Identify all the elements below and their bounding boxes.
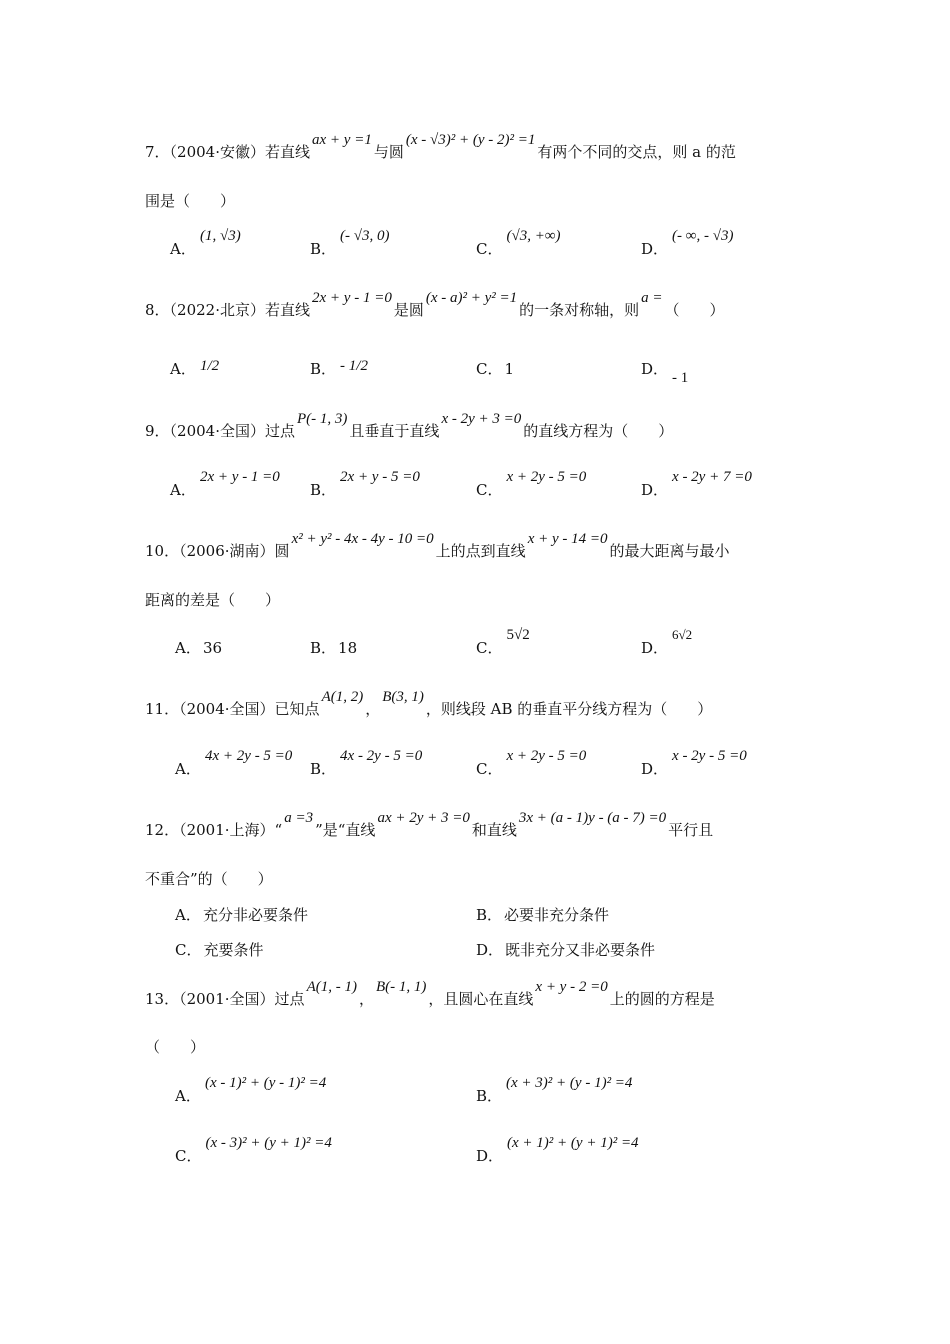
option-letter: D． xyxy=(641,240,669,258)
option-letter: A． xyxy=(175,760,201,778)
option-letter: A． xyxy=(175,906,201,924)
option-letter: A． xyxy=(175,639,201,657)
question-text: 且垂直于直线 xyxy=(349,422,440,440)
question-source: （2006·湖南） xyxy=(179,542,275,560)
question-source: （2004·全国） xyxy=(169,422,265,440)
formula: P(- 1, 3) xyxy=(297,411,348,427)
formula: 3x + (a - 1)y - (a - 7) =0 xyxy=(518,810,667,826)
option-letter: A． xyxy=(170,481,196,499)
option-letter: B． xyxy=(310,240,337,258)
question-text: ，且圆心在直线 xyxy=(428,990,534,1008)
option-letter: C． xyxy=(476,360,503,378)
option-letter: D． xyxy=(641,481,669,499)
question-number: 9． xyxy=(145,422,170,440)
question-text: ， xyxy=(358,990,374,1008)
question-13 xyxy=(145,979,815,1010)
option-c[interactable] xyxy=(476,228,561,261)
option-a[interactable] xyxy=(175,904,308,926)
option-value: (x - 3)² + (y + 1)² =4 xyxy=(205,1135,332,1151)
option-letter: B． xyxy=(310,639,337,657)
question-7 xyxy=(145,132,815,163)
question-source: （2001·全国） xyxy=(179,990,275,1008)
option-a[interactable] xyxy=(170,469,280,502)
question-8 xyxy=(145,290,815,321)
question-text: “ xyxy=(274,821,283,839)
option-letter: C． xyxy=(476,639,503,657)
option-letter: C． xyxy=(476,760,503,778)
formula: 2x + y - 1 =0 xyxy=(312,290,392,306)
question-text: 和直线 xyxy=(471,821,517,839)
option-value: 1 xyxy=(504,360,515,378)
option-b[interactable] xyxy=(310,748,423,781)
question-number: 12． xyxy=(145,821,180,839)
option-value: 5√2 xyxy=(506,627,530,643)
option-b[interactable] xyxy=(310,228,390,261)
option-value: - 1/2 xyxy=(340,358,368,374)
option-a[interactable] xyxy=(170,358,219,381)
question-11 xyxy=(145,689,815,720)
question-number: 7． xyxy=(145,143,170,161)
option-letter: B． xyxy=(310,760,337,778)
option-value: x - 2y + 7 =0 xyxy=(672,469,752,485)
question-text: ”是“直线 xyxy=(315,821,376,839)
option-c[interactable] xyxy=(476,469,587,502)
formula: x + y - 14 =0 xyxy=(527,531,608,547)
question-text: 的最大距离与最小 xyxy=(609,542,730,560)
option-value: 充分非必要条件 xyxy=(203,906,309,924)
question-text: 过点 xyxy=(265,422,296,440)
formula: (x - a)² + y² =1 xyxy=(425,290,518,306)
formula: a = xyxy=(641,290,663,306)
option-a[interactable] xyxy=(175,1075,327,1108)
option-value: (x - 1)² + (y - 1)² =4 xyxy=(205,1075,327,1091)
option-c[interactable] xyxy=(175,1135,332,1168)
question-text: （ ） xyxy=(664,301,725,319)
option-value: 18 xyxy=(338,639,358,657)
formula: ax + 2y + 3 =0 xyxy=(377,810,470,826)
formula: x² + y² - 4x - 4y - 10 =0 xyxy=(291,531,434,547)
option-c[interactable] xyxy=(476,358,514,380)
question-12 xyxy=(145,810,815,841)
question-text: ， xyxy=(365,700,381,718)
option-value: 2x + y - 5 =0 xyxy=(340,469,420,485)
option-d[interactable] xyxy=(641,748,747,781)
option-d[interactable] xyxy=(476,1135,639,1168)
question-continuation: 围是（ ） xyxy=(145,192,236,210)
option-a[interactable] xyxy=(175,748,293,781)
option-letter: C． xyxy=(175,941,202,959)
option-letter: D． xyxy=(476,1147,504,1165)
option-b[interactable] xyxy=(310,469,420,502)
option-letter: B． xyxy=(310,481,337,499)
question-text: 与圆 xyxy=(373,143,404,161)
question-10 xyxy=(145,531,815,562)
option-letter: C． xyxy=(476,481,503,499)
option-value: x - 2y - 5 =0 xyxy=(672,748,747,764)
question-number: 11． xyxy=(145,700,180,718)
option-c[interactable] xyxy=(476,627,530,660)
option-value: 必要非充分条件 xyxy=(504,906,610,924)
option-value: (- √3, 0) xyxy=(340,228,390,244)
option-d[interactable] xyxy=(641,627,693,660)
question-text: 过点 xyxy=(274,990,305,1008)
option-b[interactable] xyxy=(476,1075,633,1108)
option-value: x + 2y - 5 =0 xyxy=(506,748,587,764)
option-a[interactable] xyxy=(170,228,241,261)
option-d[interactable] xyxy=(641,228,734,261)
question-text: 已知点 xyxy=(274,700,320,718)
question-source: （2022·北京） xyxy=(169,301,265,319)
option-value: 2x + y - 1 =0 xyxy=(200,469,280,485)
question-text: 是圆 xyxy=(393,301,424,319)
question-source: （2004·全国） xyxy=(179,700,275,718)
question-text: 的直线方程为（ ） xyxy=(523,422,674,440)
option-value: x + 2y - 5 =0 xyxy=(506,469,587,485)
question-text: 上的点到直线 xyxy=(435,542,526,560)
option-value: (- ∞, - √3) xyxy=(672,228,734,244)
option-letter: B． xyxy=(310,360,337,378)
option-value: (x + 3)² + (y - 1)² =4 xyxy=(506,1075,633,1091)
option-value: 既非充分又非必要条件 xyxy=(505,941,656,959)
option-value: (x + 1)² + (y + 1)² =4 xyxy=(507,1135,639,1151)
question-source: （2001·上海） xyxy=(179,821,275,839)
option-letter: A． xyxy=(170,240,196,258)
option-b[interactable] xyxy=(476,904,609,926)
option-d[interactable] xyxy=(641,358,689,386)
option-letter: D． xyxy=(476,941,504,959)
formula: x - 2y + 3 =0 xyxy=(441,411,522,427)
question-text: 若直线 xyxy=(265,301,311,319)
option-letter: C． xyxy=(175,1147,202,1165)
option-c[interactable] xyxy=(175,939,264,961)
question-continuation: 距离的差是（ ） xyxy=(145,591,281,609)
option-letter: B． xyxy=(476,906,503,924)
formula: (x - √3)² + (y - 2)² =1 xyxy=(405,132,536,148)
question-continuation: 不重合”的（ ） xyxy=(145,870,273,888)
option-value: 充要条件 xyxy=(203,941,264,959)
option-letter: A． xyxy=(170,360,196,378)
option-a[interactable] xyxy=(175,637,222,659)
formula: A(1, 2) xyxy=(321,689,364,705)
option-letter: D． xyxy=(641,760,669,778)
formula: A(1, - 1) xyxy=(306,979,357,995)
option-value: (1, √3) xyxy=(200,228,241,244)
option-value: 1/2 xyxy=(200,358,220,374)
option-value: - 1 xyxy=(672,370,689,386)
question-continuation: （ ） xyxy=(145,1038,206,1056)
question-source: （2004·安徽） xyxy=(169,143,265,161)
question-text: 有两个不同的交点，则 a 的范 xyxy=(537,143,736,161)
option-letter: B． xyxy=(476,1087,503,1105)
option-b[interactable] xyxy=(310,358,368,381)
option-d[interactable] xyxy=(476,939,655,961)
question-number: 10． xyxy=(145,542,180,560)
formula: ax + y =1 xyxy=(312,132,372,148)
formula: a =3 xyxy=(284,810,314,826)
question-text: 若直线 xyxy=(265,143,311,161)
option-value: 4x + 2y - 5 =0 xyxy=(205,748,293,764)
option-value: (√3, +∞) xyxy=(506,228,561,244)
question-9 xyxy=(145,411,815,442)
question-text: 的一条对称轴，则 xyxy=(519,301,640,319)
question-text: 平行且 xyxy=(668,821,714,839)
option-value: 4x - 2y - 5 =0 xyxy=(340,748,423,764)
option-c[interactable] xyxy=(476,748,587,781)
formula: x + y - 2 =0 xyxy=(535,979,608,995)
question-text: 圆 xyxy=(274,542,290,560)
question-text: 上的圆的方程是 xyxy=(609,990,715,1008)
option-value: 36 xyxy=(203,639,223,657)
formula: B(- 1, 1) xyxy=(375,979,427,995)
option-letter: C． xyxy=(476,240,503,258)
option-value: 6√2 xyxy=(672,627,693,642)
question-number: 8． xyxy=(145,301,170,319)
question-text: ，则线段 AB 的垂直平分线方程为（ ） xyxy=(425,700,713,718)
option-letter: A． xyxy=(175,1087,201,1105)
option-d[interactable] xyxy=(641,469,752,502)
option-letter: D． xyxy=(641,639,669,657)
option-letter: D． xyxy=(641,360,669,378)
option-b[interactable] xyxy=(310,637,357,659)
question-number: 13． xyxy=(145,990,180,1008)
formula: B(3, 1) xyxy=(382,689,424,705)
